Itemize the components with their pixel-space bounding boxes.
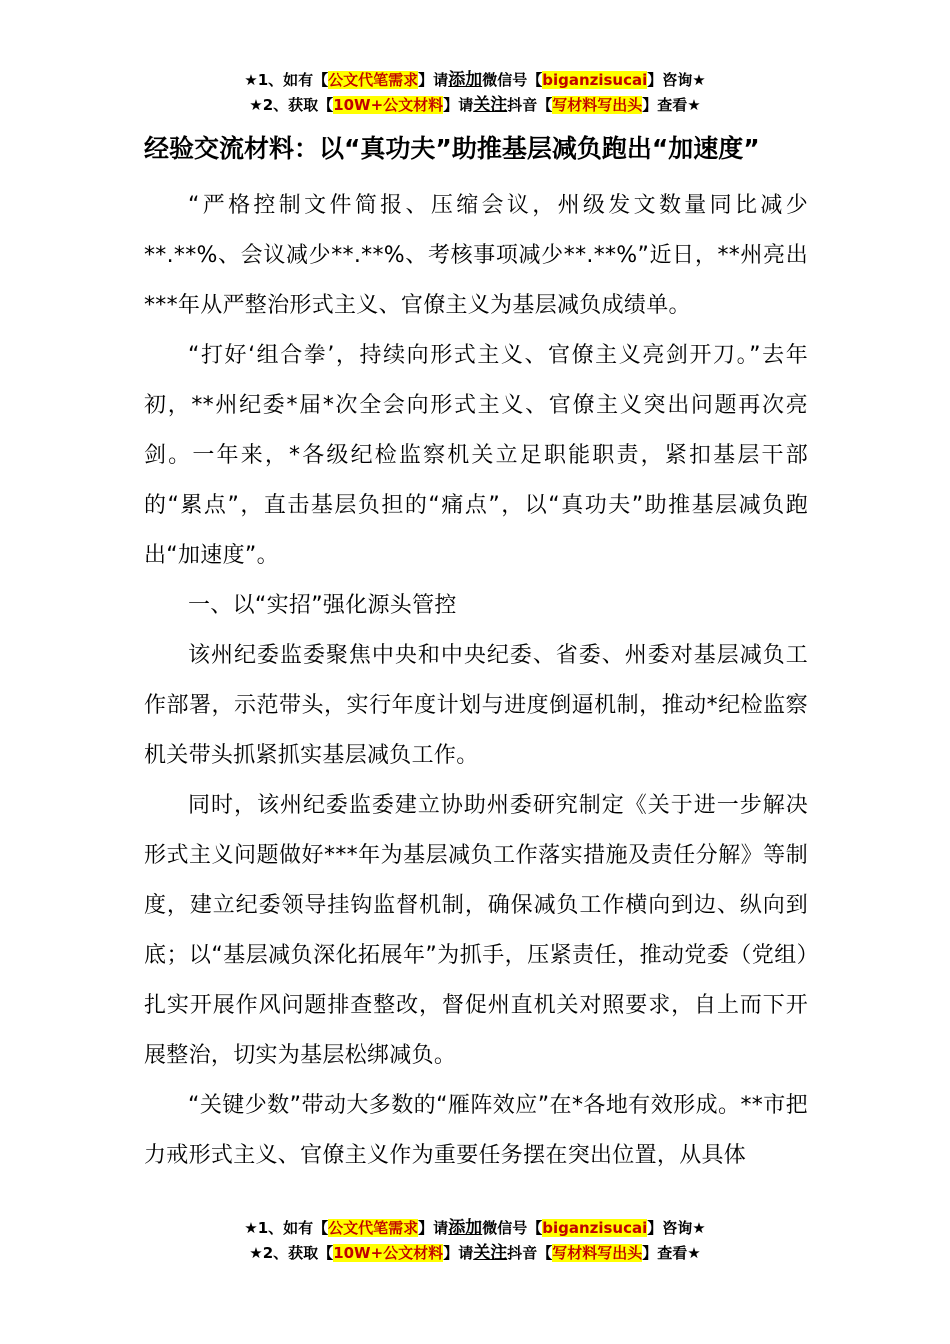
highlight-materials: 10W+公文材料 (333, 96, 444, 114)
banner-line-2: ★2、获取【10W+公文材料】请关注抖音【写材料写出头】查看★ (249, 95, 701, 115)
paragraph-1: “严格控制文件简报、压缩会议，州级发文数量同比减少**.**%、会议减少**.**%、考核事项减少**.**%”近日，**州亮出***年从严整治形式主义、官僚主义为基层减负成绩单。 (144, 193, 808, 318)
footer-banner (0, 1216, 950, 1266)
paragraph-4: 同时，该州纪委监委建立协助州委研究制定《关于进一步解决形式主义问题做好***年为基层减负工作落实措施及责任分解》等制度，建立纪委领导挂钩监督机制，确保减负工作横向到边、纵向到底；以“基层减负深化拓展年”为抓手，压紧责任，推动党委（党组）扎实开展作风问题排查整改，督促州直机关对照要求，自上而下开展整治，切实为基层松绑减负。 (144, 793, 808, 1068)
header-banner (0, 68, 950, 118)
highlight-writing-service: 公文代笔需求 (328, 1219, 419, 1237)
banner-line-2: ★2、获取【10W+公文材料】请关注抖音【写材料写出头】查看★ (249, 1243, 701, 1263)
banner-line-1: ★1、如有【公文代笔需求】请添加微信号【biganzisucai】咨询★ (244, 70, 706, 90)
highlight-douyin-account: 写材料写出头 (552, 1244, 643, 1262)
document-body (144, 124, 808, 1181)
paragraph-5: “关键少数”带动大多数的“雁阵效应”在*各地有效形成。**市把力戒形式主义、官僚主义作为重要任务摆在突出位置，从具体 (144, 1093, 808, 1168)
banner-line-1: ★1、如有【公文代笔需求】请添加微信号【biganzisucai】咨询★ (244, 1218, 706, 1238)
highlight-wechat-id: biganzisucai (542, 1219, 648, 1237)
section-heading-1: 一、以“实招”强化源头管控 (188, 593, 457, 618)
highlight-writing-service: 公文代笔需求 (328, 71, 419, 89)
highlight-douyin-account: 写材料写出头 (552, 96, 643, 114)
document-title: 经验交流材料：以“真功夫”助推基层减负跑出“加速度” (144, 134, 760, 163)
highlight-wechat-id: biganzisucai (542, 71, 648, 89)
highlight-materials: 10W+公文材料 (333, 1244, 444, 1262)
paragraph-2: “打好‘组合拳’，持续向形式主义、官僚主义亮剑开刀。”去年初，**州纪委*届*次全会向形式主义、官僚主义突出问题再次亮剑。一年来，*各级纪检监察机关立足职能职责，紧扣基层干部的“累点”，直击基层负担的“痛点”，以“真功夫”助推基层减负跑出“加速度”。 (144, 343, 808, 568)
paragraph-3: 该州纪委监委聚焦中央和中央纪委、省委、州委对基层减负工作部署，示范带头，实行年度计划与进度倒逼机制，推动*纪检监察机关带头抓紧抓实基层减负工作。 (144, 643, 808, 768)
